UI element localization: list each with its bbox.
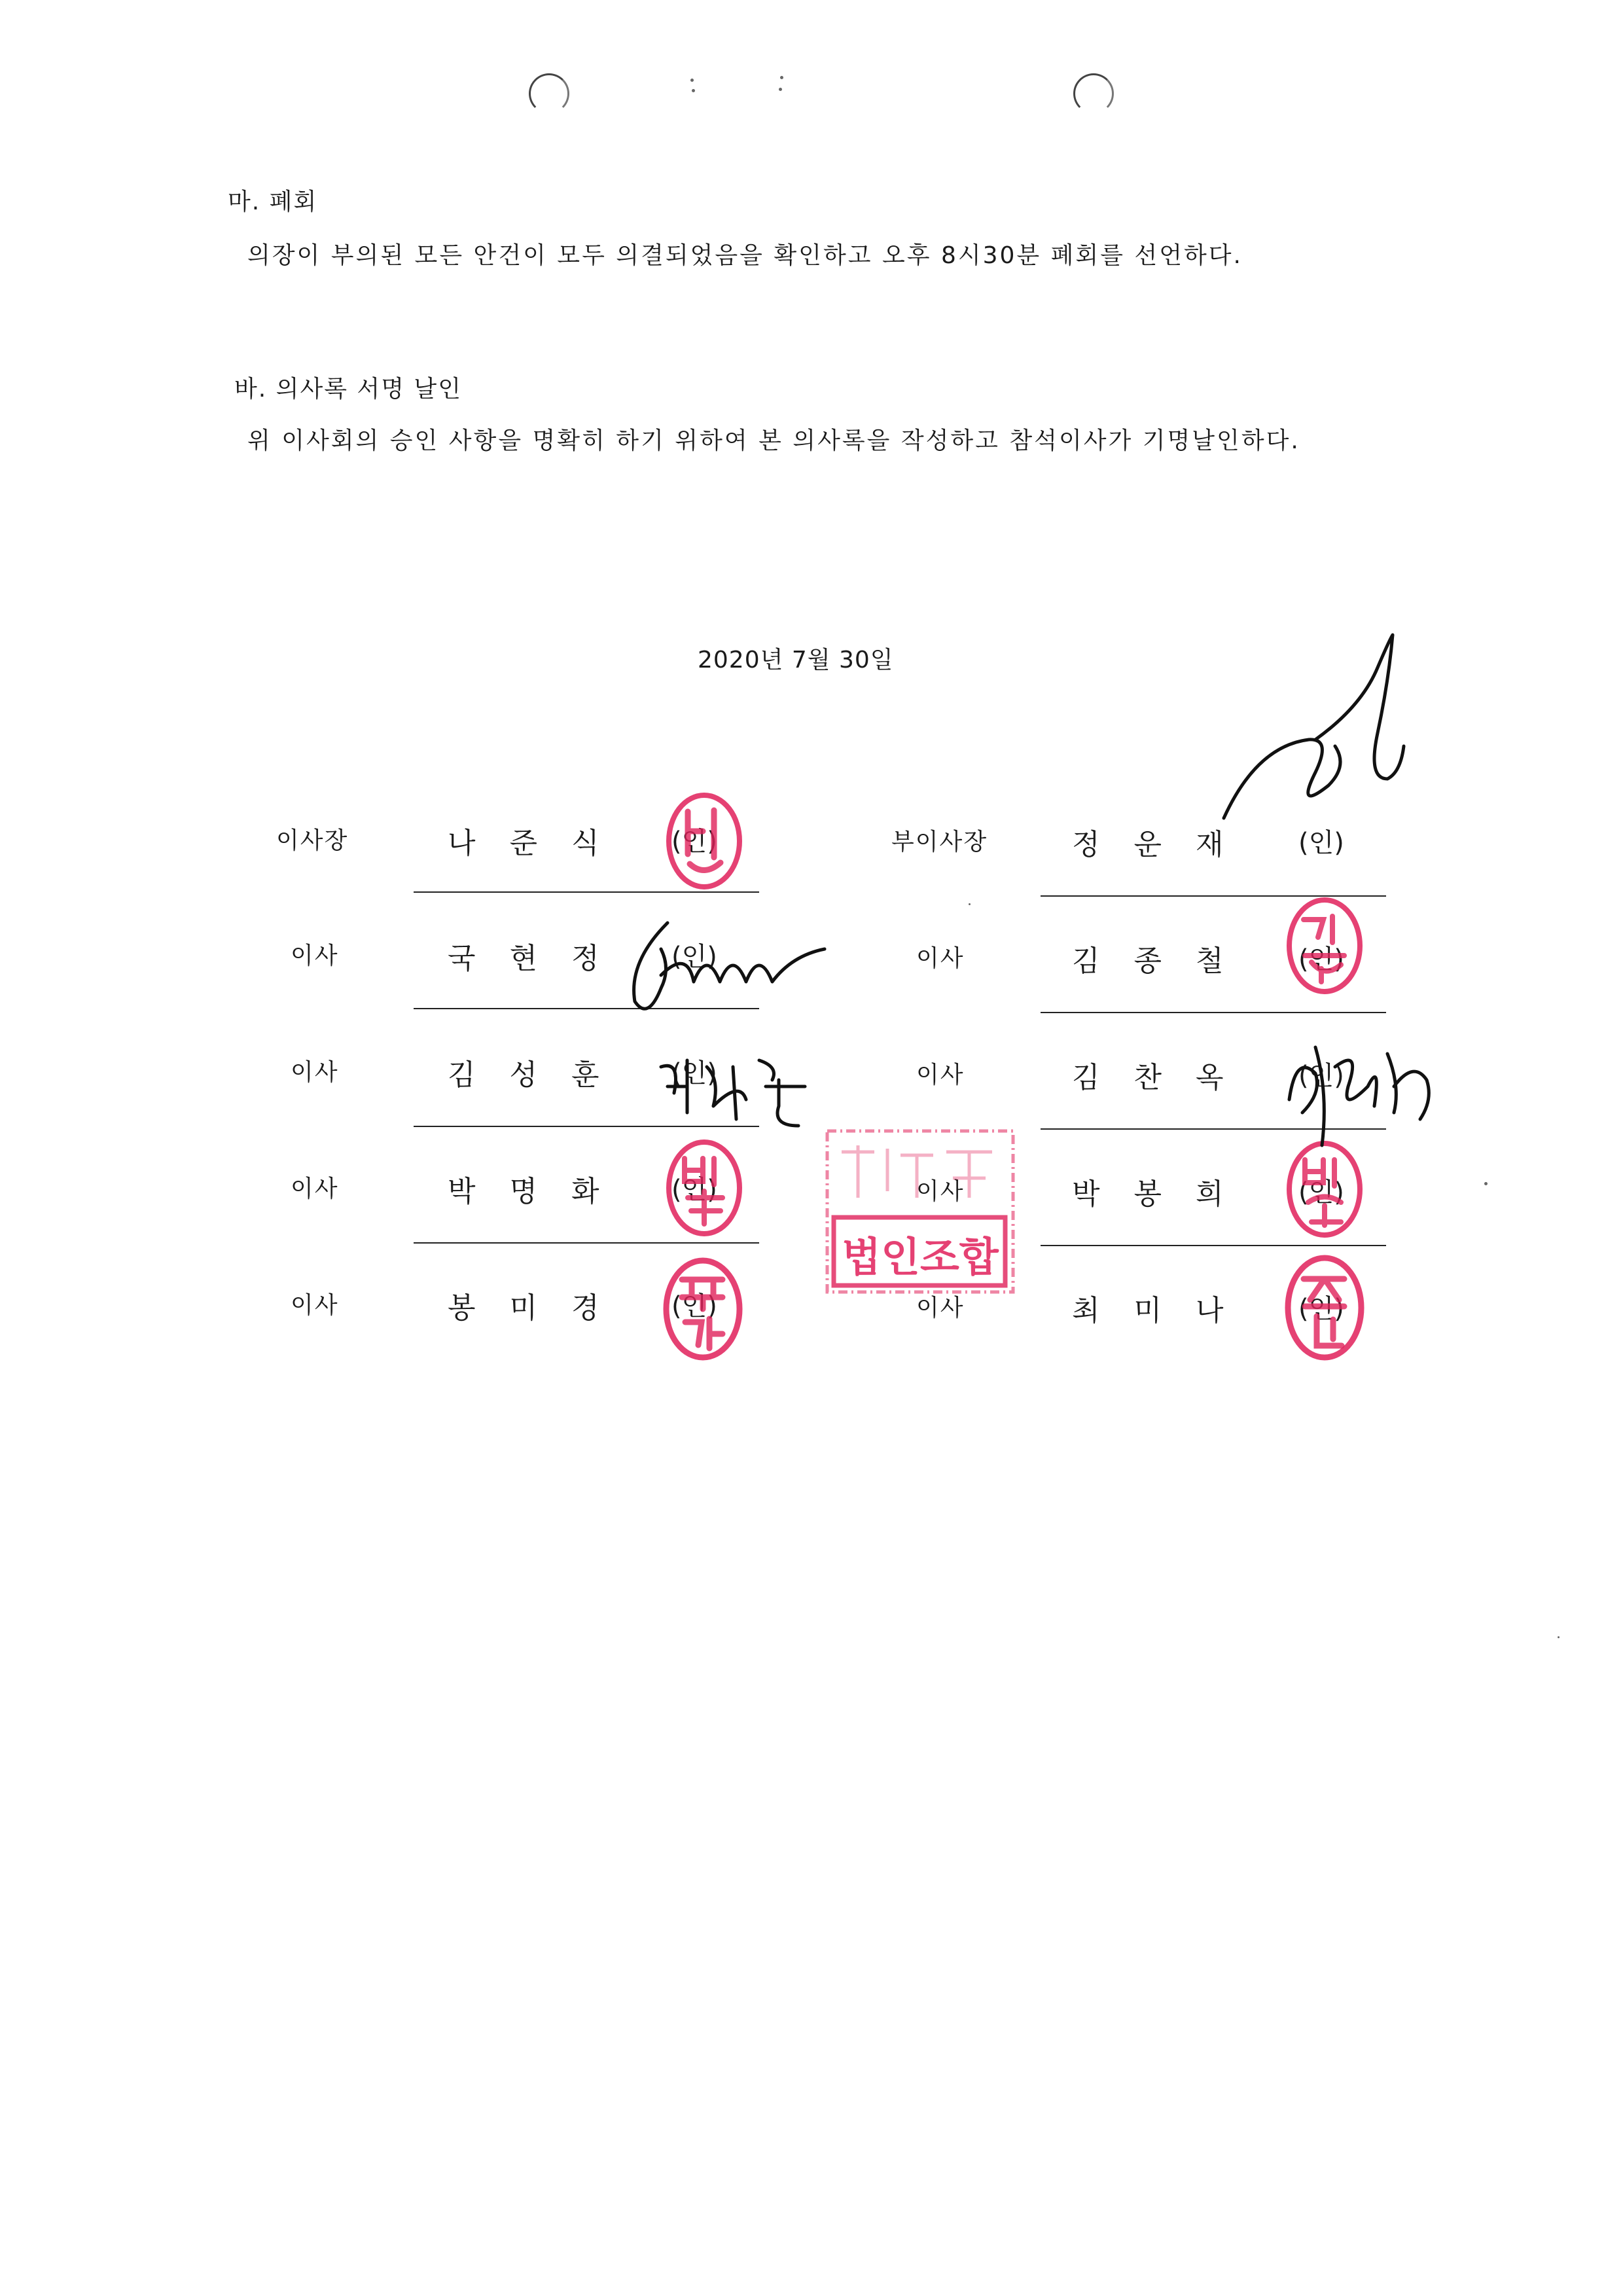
seal-mark: (인) <box>671 1291 717 1321</box>
signatory-role: 이사 <box>916 1062 965 1088</box>
punch-hole-left <box>529 73 569 114</box>
signatory-role: 이사장 <box>276 827 349 854</box>
signatory-role: 이사 <box>291 1175 339 1202</box>
closing-text: 의장이 부의된 모든 안건이 모두 의결되었음을 확인하고 오후 8시30분 폐회를 선언하다. <box>247 242 1243 269</box>
red-seal-stamp <box>665 792 743 890</box>
seal-mark: (인) <box>1298 1177 1344 1208</box>
signature-line <box>1041 1012 1386 1013</box>
signatory-name: 국현정 <box>448 942 633 975</box>
signatory-role: 이사 <box>291 942 339 969</box>
signatures-text: 위 이사회의 승인 사항을 명확히 하기 위하여 본 의사록을 작성하고 참석이사가 기명날인하다. <box>247 427 1300 454</box>
corporate-seal-text: 법인조합 <box>842 1233 999 1281</box>
paper-speck <box>969 903 971 905</box>
red-seal-stamp <box>1285 897 1364 995</box>
signature-line <box>414 891 759 893</box>
paper-speck <box>780 76 783 79</box>
paper-speck <box>692 89 695 92</box>
signatory-name: 김종철 <box>1072 944 1258 978</box>
seal-mark: (인) <box>1298 944 1344 975</box>
signatory-name: 박명화 <box>448 1175 633 1208</box>
paper-speck <box>690 79 694 82</box>
signatory-name: 정운재 <box>1072 828 1258 861</box>
seal-mark: (인) <box>671 942 717 972</box>
seal-mark: (인) <box>1298 828 1344 858</box>
signatory-role: 이사 <box>916 945 965 972</box>
seal-mark: (인) <box>1298 1061 1344 1091</box>
signatures-heading: 바. 의사록 서명 날인 <box>234 376 462 403</box>
signatory-name: 나준식 <box>448 827 633 860</box>
handwritten-signature <box>1217 628 1414 851</box>
paper-speck <box>1558 1636 1560 1638</box>
signature-line <box>1041 1245 1386 1246</box>
seal-mark: (인) <box>671 1175 717 1205</box>
handwritten-signature <box>1276 1034 1446 1152</box>
punch-hole-right <box>1073 73 1114 114</box>
closing-heading: 마. 폐회 <box>228 188 318 215</box>
seal-mark: (인) <box>671 827 717 857</box>
signatory-name: 봉미경 <box>448 1291 633 1325</box>
red-seal-stamp <box>1285 1140 1364 1238</box>
seal-mark: (인) <box>671 1058 717 1088</box>
signatory-role: 이사 <box>291 1059 339 1086</box>
signatory-name: 박봉희 <box>1072 1177 1258 1211</box>
handwritten-signature <box>622 910 831 1028</box>
red-seal-stamp <box>662 1257 743 1361</box>
paper-speck <box>1484 1182 1488 1185</box>
meeting-date: 2020년 7월 30일 <box>698 647 894 673</box>
signatory-name: 최미나 <box>1072 1294 1258 1327</box>
signatory-role: 이사 <box>291 1292 339 1319</box>
signatory-role: 부이사장 <box>891 829 988 855</box>
signatory-name: 김성훈 <box>448 1058 633 1092</box>
paper-speck <box>779 88 782 91</box>
seal-mark: (인) <box>1298 1294 1344 1324</box>
signature-line <box>414 1242 759 1244</box>
red-seal-stamp <box>1284 1254 1365 1361</box>
handwritten-signature <box>648 1041 818 1158</box>
signatory-name: 김찬옥 <box>1072 1061 1258 1094</box>
corporate-seal-stamp <box>822 1126 1018 1297</box>
signatory-role: 이사 <box>916 1178 965 1205</box>
signatory-role: 이사 <box>916 1295 965 1321</box>
